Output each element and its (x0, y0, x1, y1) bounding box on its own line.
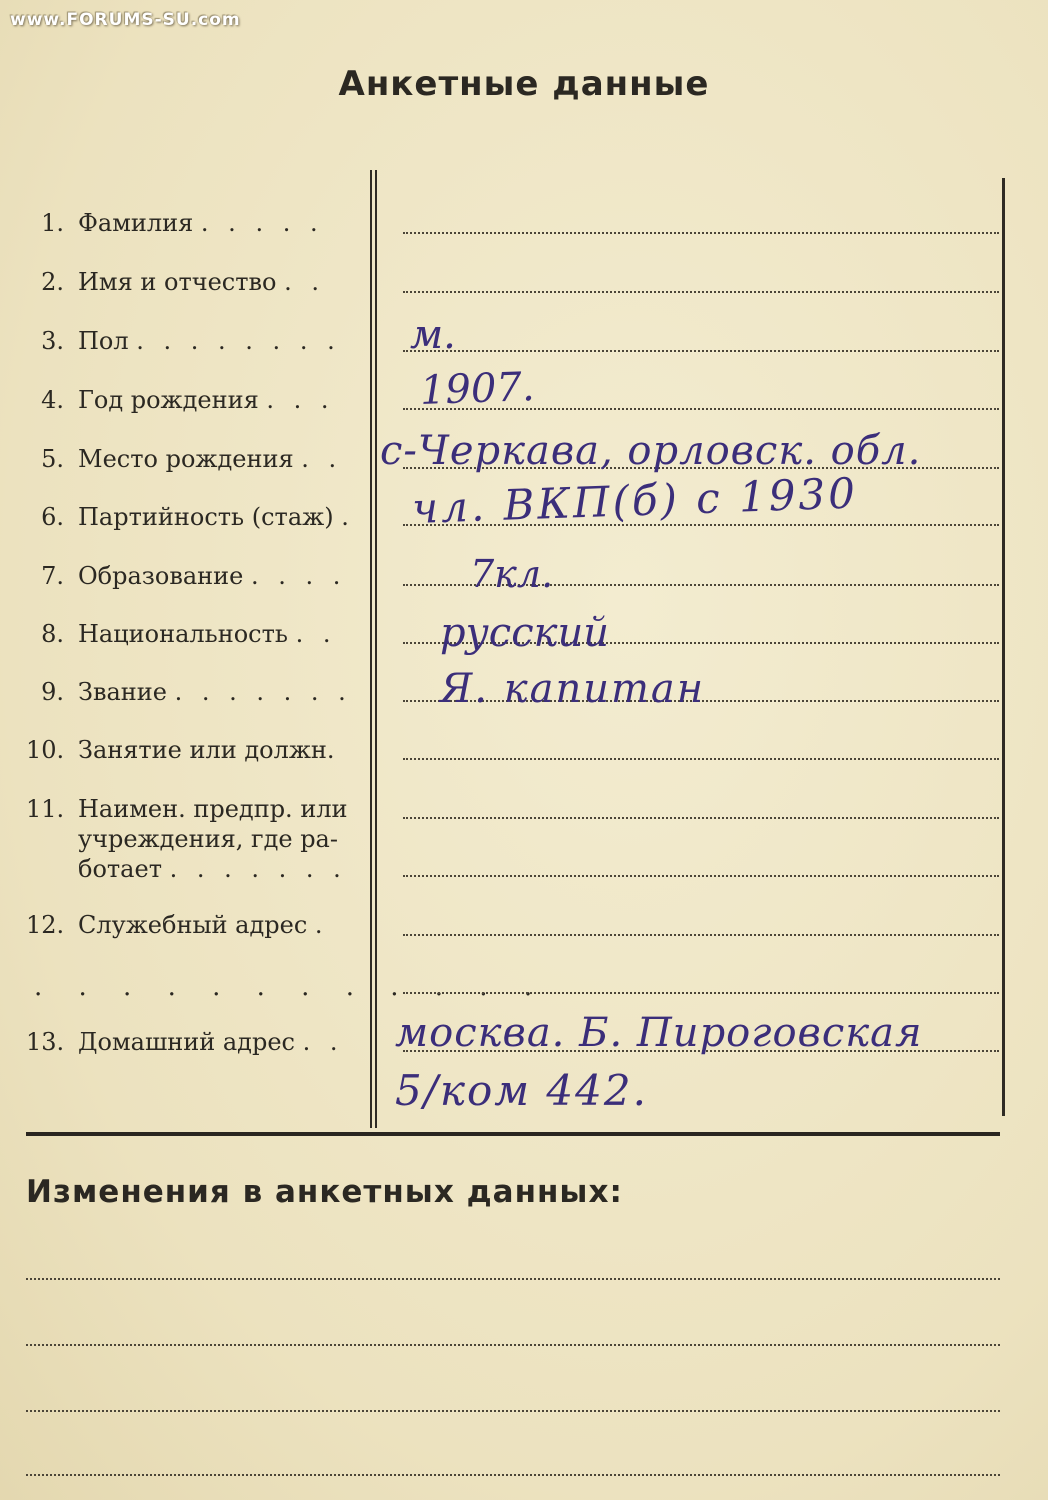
field-label-birthplace: 5. Место рождения . . (41, 445, 343, 473)
changes-line-1 (26, 1278, 1000, 1280)
field-label-education: 7. Образование . . . . (41, 562, 347, 590)
fill-line-occupation (403, 758, 999, 760)
changes-line-4 (26, 1474, 1000, 1476)
fill-line-extra (403, 992, 999, 994)
watermark: www.FORUMS-SU.com (10, 10, 241, 30)
field-label-occupation: 10. Занятие или должн. (26, 736, 335, 764)
handwritten-birth-year: 1907. (419, 364, 536, 414)
changes-line-3 (26, 1410, 1000, 1412)
field-label-rank: 9. Звание . . . . . . . (41, 678, 352, 706)
fill-line-employer-1 (403, 817, 999, 819)
handwritten-rank: Я. капитан (440, 666, 706, 712)
changes-line-2 (26, 1344, 1000, 1346)
handwritten-education: 7кл. (470, 552, 554, 596)
handwritten-home-address: москва. Б. Пироговская (395, 1010, 923, 1056)
handwritten-nationality: русский (440, 610, 610, 656)
handwritten-party: чл. ВКП(б) с 1930 (411, 468, 859, 533)
field-label-home-address: 13. Домашний адрес . . (26, 1028, 344, 1056)
fill-line-work-address (403, 934, 999, 936)
handwritten-birthplace: с-Черкава, орловск. обл. (380, 428, 922, 474)
field-label-nationality: 8. Национальность . . (41, 620, 337, 648)
field-label-name-patronymic: 2. Имя и отчество . . (41, 268, 325, 296)
divider-right (1002, 178, 1005, 1116)
section-rule (26, 1132, 1000, 1136)
fill-line-surname (403, 232, 999, 234)
changes-section-title: Изменения в анкетных данных: (26, 1174, 623, 1210)
field-label-party: 6. Партийность (стаж) . (41, 503, 355, 531)
handwritten-home-address-apartment: 5/ком 442. (395, 1066, 648, 1115)
fill-line-name-patronymic (403, 291, 999, 293)
field-label-work-address: 12. Служебный адрес . (26, 911, 329, 939)
field-label-employer: 11. Наимен. предпр. или учреждения, где ра- ботает . . . . . . . (26, 795, 348, 883)
handwritten-sex: м. (410, 312, 456, 358)
fill-line-sex (403, 350, 999, 352)
page-title: Анкетные данные (338, 64, 710, 104)
field-label-surname: 1. Фамилия . . . . . (41, 209, 324, 237)
field-label-sex: 3. Пол . . . . . . . . (41, 327, 341, 355)
field-label-birth-year: 4. Год рождения . . . (41, 386, 335, 414)
separator-dots: . . . . . . . . . . . . (34, 972, 547, 1002)
fill-line-employer-2 (403, 875, 999, 877)
